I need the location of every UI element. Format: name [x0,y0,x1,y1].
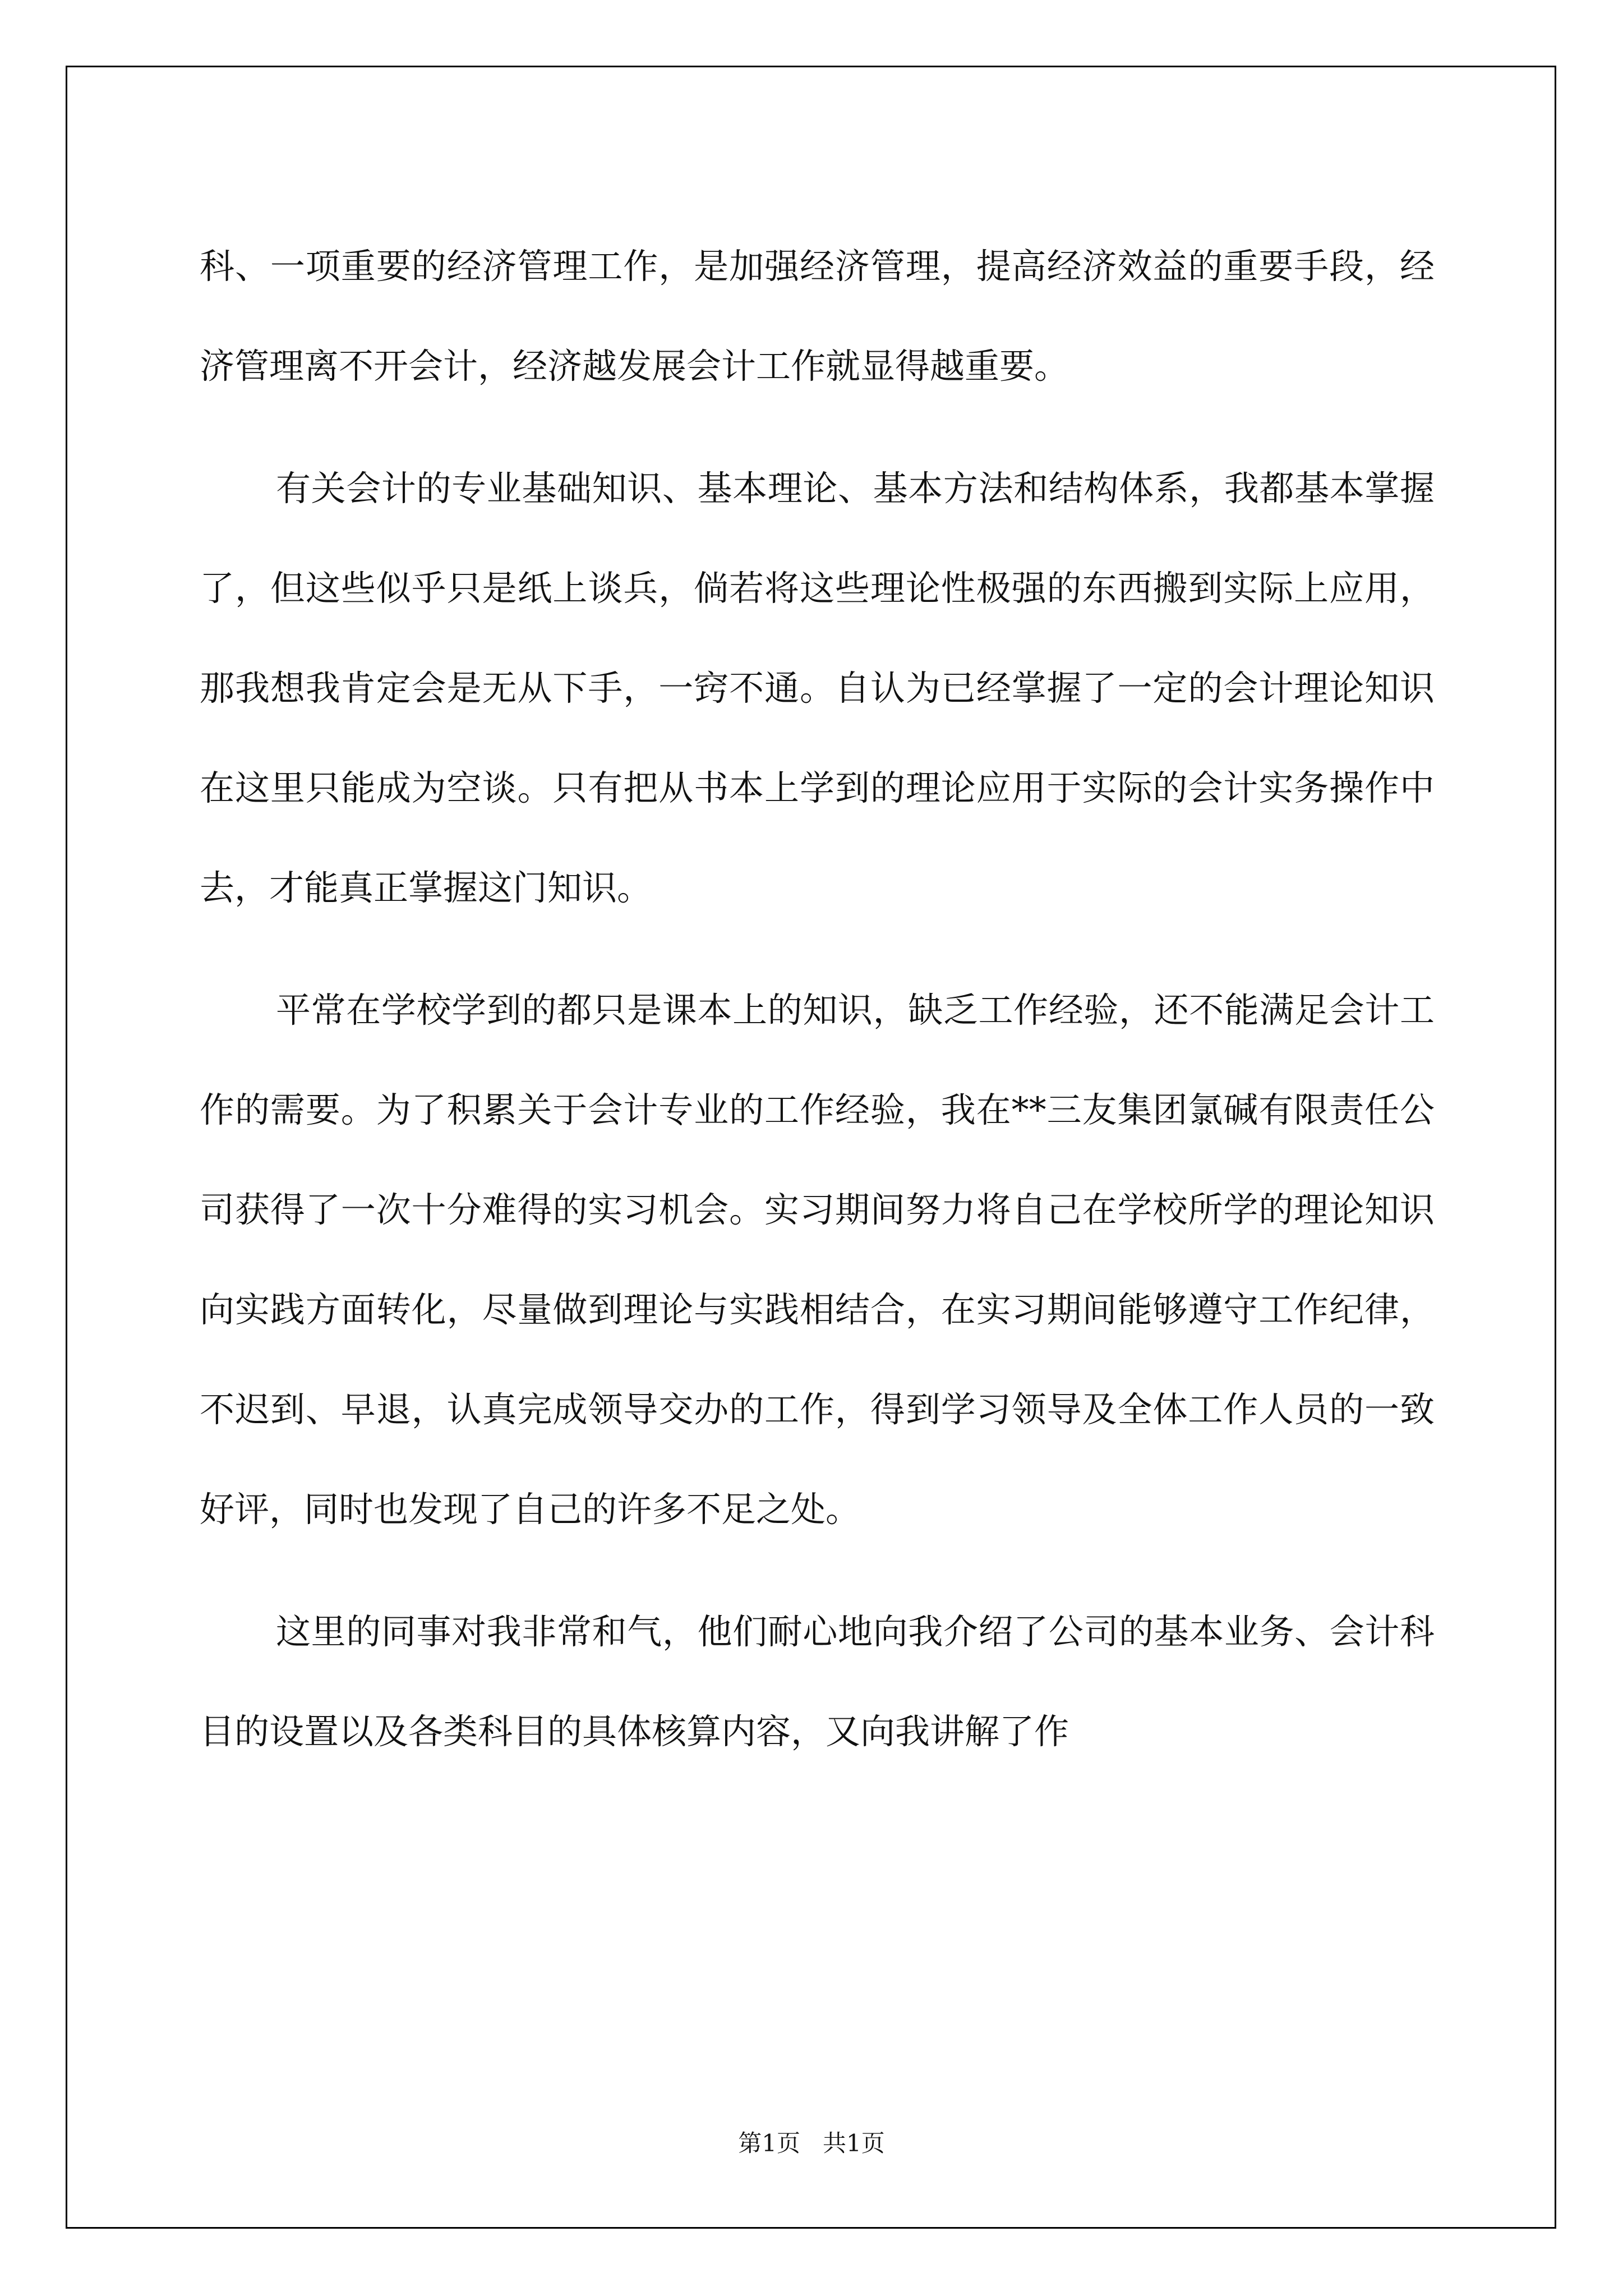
document-body [200,217,1435,1804]
page-total: 共1页 [823,2129,885,2157]
paragraph: 有关会计的专业基础知识、基本理论、基本方法和结构体系，我都基本掌握了，但这些似乎只是纸上谈兵，倘若将这些理论性极强的东西搬到实际上应用，那我想我肯定会是无从下手，一窍不通。自认为已经掌握了一定的会计理论知识在这里只能成为空谈。只有把从书本上学到的理论应用于实际的会计实务操作中去，才能真正掌握这门知识。 [200,468,1435,908]
page-footer [0,2125,1623,2159]
paragraph: 平常在学校学到的都只是课本上的知识，缺乏工作经验，还不能满足会计工作的需要。为了积累关于会计专业的工作经验，我在**三友集团氯碱有限责任公司获得了一次十分难得的实习机会。实习期间努力将自己在学校所学的理论知识向实践方面转化，尽量做到理论与实践相结合，在实习期间能够遵守工作纪律，不迟到、早退，认真完成领导交办的工作，得到学习领导及全体工作人员的一致好评，同时也发现了自己的许多不足之处。 [200,990,1435,1530]
page-number: 第1页 [738,2129,800,2157]
paragraph: 这里的同事对我非常和气，他们耐心地向我介绍了公司的基本业务、会计科目的设置以及各类科目的具体核算内容，又向我讲解了作 [200,1611,1435,1752]
paragraph: 科、一项重要的经济管理工作，是加强经济管理，提高经济效益的重要手段，经济管理离不开会计，经济越发展会计工作就显得越重要。 [200,246,1435,386]
